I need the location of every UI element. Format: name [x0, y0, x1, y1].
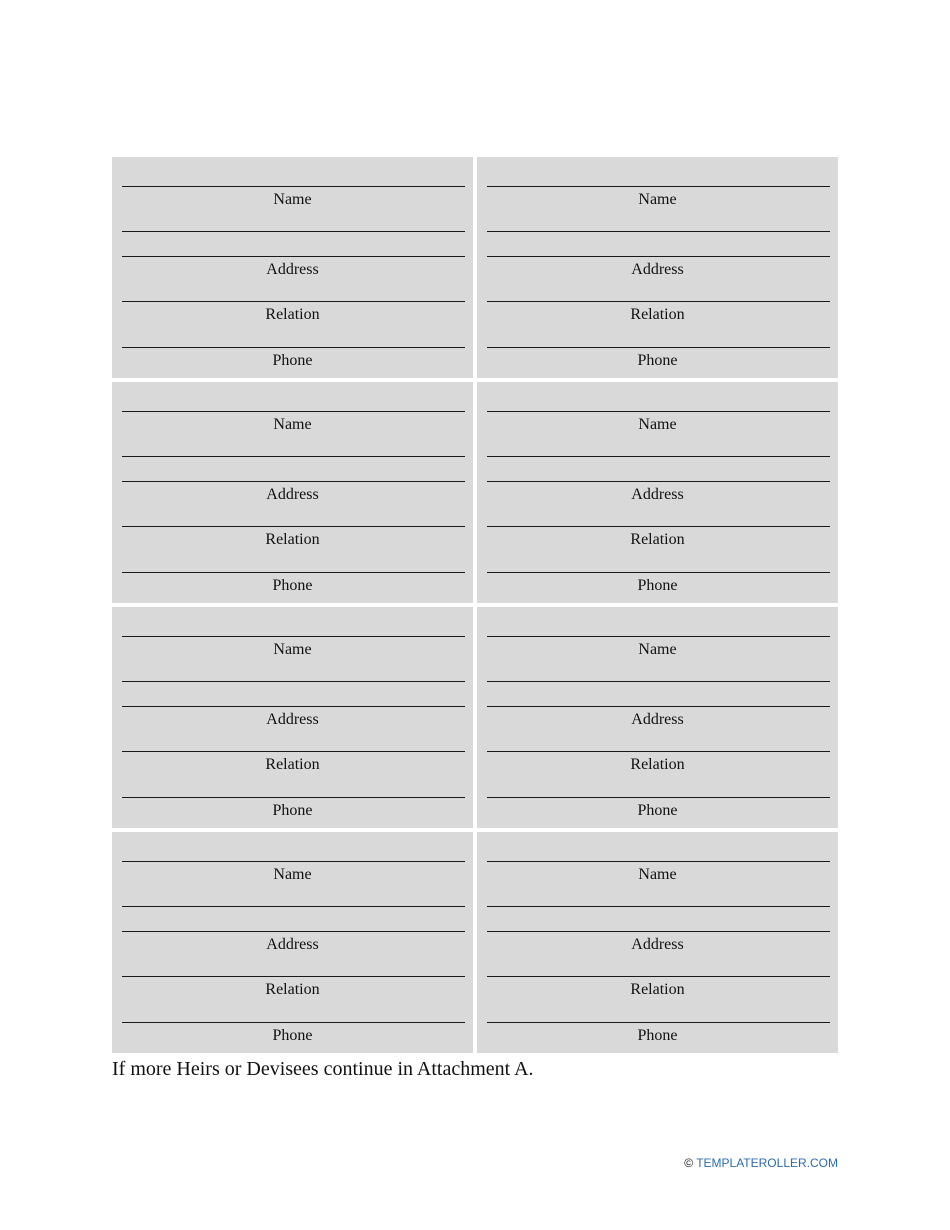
phone-label: Phone — [637, 352, 678, 369]
relation-fill-line[interactable] — [122, 751, 465, 752]
address-fill-line-2[interactable] — [122, 706, 465, 707]
phone-fill-line[interactable] — [122, 1022, 465, 1023]
phone-label: Phone — [272, 1027, 313, 1044]
name-label: Name — [273, 641, 312, 658]
address-fill-line-2[interactable] — [122, 256, 465, 257]
address-fill-line-1[interactable] — [487, 231, 830, 232]
relation-label: Relation — [630, 531, 685, 548]
phone-label: Phone — [272, 352, 313, 369]
address-fill-line-2[interactable] — [122, 931, 465, 932]
name-fill-line[interactable] — [487, 861, 830, 862]
name-fill-line[interactable] — [487, 186, 830, 187]
address-fill-line-2[interactable] — [487, 931, 830, 932]
phone-fill-line[interactable] — [122, 797, 465, 798]
address-fill-line-1[interactable] — [122, 231, 465, 232]
name-fill-line[interactable] — [122, 636, 465, 637]
name-fill-line[interactable] — [487, 636, 830, 637]
address-fill-line-1[interactable] — [122, 906, 465, 907]
relation-fill-line[interactable] — [122, 526, 465, 527]
address-label: Address — [631, 486, 684, 503]
address-fill-line-2[interactable] — [487, 481, 830, 482]
address-label: Address — [631, 711, 684, 728]
address-label: Address — [266, 711, 319, 728]
relation-label: Relation — [630, 756, 685, 773]
name-label: Name — [273, 416, 312, 433]
relation-label: Relation — [265, 756, 320, 773]
phone-label: Phone — [637, 802, 678, 819]
templateroller-link[interactable]: TEMPLATEROLLER.COM — [696, 1156, 838, 1170]
name-fill-line[interactable] — [122, 411, 465, 412]
heirs-devisees-grid — [112, 157, 838, 1053]
name-fill-line[interactable] — [122, 186, 465, 187]
address-label: Address — [631, 936, 684, 953]
heir-entry-cell — [112, 157, 473, 378]
relation-fill-line[interactable] — [487, 301, 830, 302]
address-fill-line-1[interactable] — [487, 681, 830, 682]
address-fill-line-1[interactable] — [122, 681, 465, 682]
phone-fill-line[interactable] — [122, 572, 465, 573]
address-label: Address — [266, 936, 319, 953]
attachment-footnote: If more Heirs or Devisees continue in Attachment A. — [112, 1058, 534, 1080]
address-label: Address — [266, 261, 319, 278]
name-fill-line[interactable] — [487, 411, 830, 412]
copyright-symbol: © — [684, 1156, 694, 1170]
phone-fill-line[interactable] — [487, 1022, 830, 1023]
name-label: Name — [638, 641, 677, 658]
phone-fill-line[interactable] — [487, 347, 830, 348]
address-fill-line-2[interactable] — [122, 481, 465, 482]
address-fill-line-1[interactable] — [122, 456, 465, 457]
address-label: Address — [631, 261, 684, 278]
relation-fill-line[interactable] — [487, 751, 830, 752]
relation-label: Relation — [265, 306, 320, 323]
relation-label: Relation — [630, 981, 685, 998]
phone-label: Phone — [272, 802, 313, 819]
heir-entry-cell — [112, 832, 473, 1053]
copyright-notice — [684, 1155, 838, 1171]
relation-label: Relation — [630, 306, 685, 323]
relation-label: Relation — [265, 981, 320, 998]
relation-fill-line[interactable] — [122, 301, 465, 302]
heir-entry-cell — [112, 607, 473, 828]
phone-label: Phone — [637, 1027, 678, 1044]
heir-entry-cell — [112, 382, 473, 603]
name-fill-line[interactable] — [122, 861, 465, 862]
relation-fill-line[interactable] — [122, 976, 465, 977]
relation-fill-line[interactable] — [487, 976, 830, 977]
address-fill-line-1[interactable] — [487, 456, 830, 457]
phone-label: Phone — [272, 577, 313, 594]
name-label: Name — [638, 191, 677, 208]
relation-fill-line[interactable] — [487, 526, 830, 527]
phone-fill-line[interactable] — [122, 347, 465, 348]
name-label: Name — [638, 416, 677, 433]
name-label: Name — [638, 866, 677, 883]
address-fill-line-2[interactable] — [487, 706, 830, 707]
heir-entry-cell — [477, 382, 838, 603]
name-label: Name — [273, 191, 312, 208]
phone-fill-line[interactable] — [487, 797, 830, 798]
address-fill-line-1[interactable] — [487, 906, 830, 907]
address-label: Address — [266, 486, 319, 503]
address-fill-line-2[interactable] — [487, 256, 830, 257]
heir-entry-cell — [477, 832, 838, 1053]
heir-entry-cell — [477, 157, 838, 378]
name-label: Name — [273, 866, 312, 883]
phone-fill-line[interactable] — [487, 572, 830, 573]
heir-entry-cell — [477, 607, 838, 828]
relation-label: Relation — [265, 531, 320, 548]
phone-label: Phone — [637, 577, 678, 594]
